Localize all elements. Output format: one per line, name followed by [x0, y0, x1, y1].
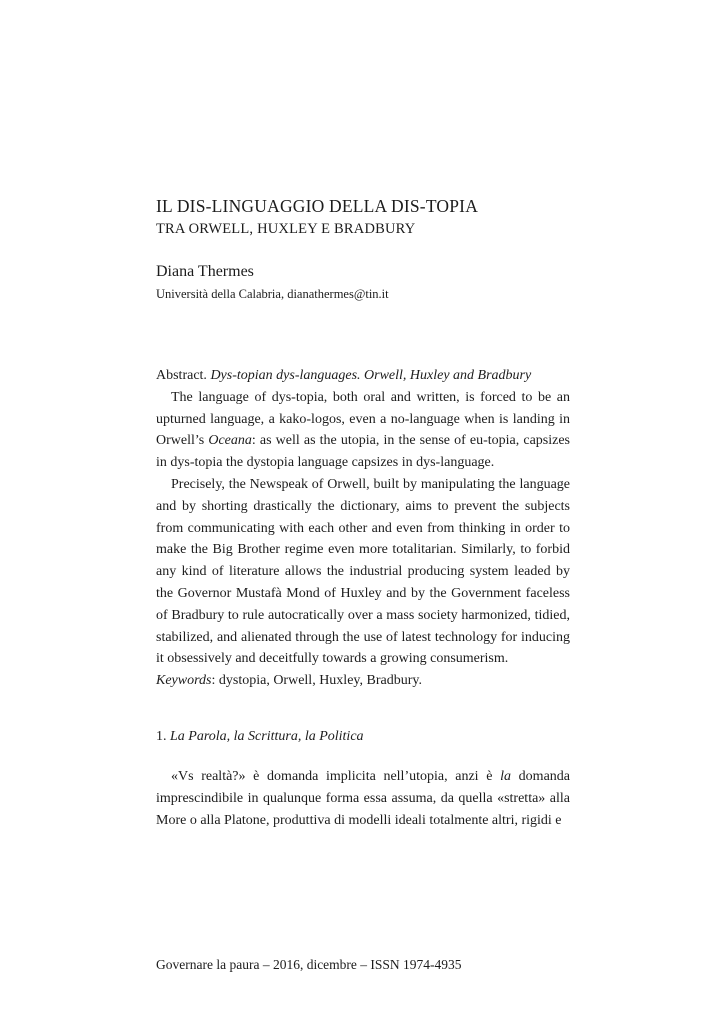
page-footer: Governare la paura – 2016, dicembre – ISSN 1974-4935 [156, 957, 462, 972]
keywords-line [156, 670, 570, 692]
article-subtitle: TRA ORWELL, HUXLEY E BRADBURY [156, 221, 416, 237]
abstract-label: Abstract. [156, 368, 211, 383]
abstract-block [156, 365, 570, 692]
section-title: La Parola, la Scrittura, la Politica [170, 729, 364, 744]
abstract-title: Dys-topian dys-languages. Orwell, Huxley and Bradbury [210, 368, 532, 383]
article-title: IL DIS-LINGUAGGIO DELLA DIS-TOPIA [156, 196, 479, 216]
keywords-text: : dystopia, Orwell, Huxley, Bradbury. [211, 673, 422, 689]
abstract-paragraph-1 [156, 387, 570, 474]
author-name: Diana Thermes [156, 263, 254, 280]
abstract-p1-italic: Oceana [208, 433, 252, 449]
abstract-heading [156, 365, 570, 387]
abstract-p1-text-cont: : as well as the utopia, in the sense of eu-topia, capsizes in dys-topia the dystopia language capsizes in dys-language. [156, 433, 570, 471]
body-text [156, 766, 570, 832]
abstract-p1-text: The language of dys-topia, both oral and written, is forced to be an upturned language, a kako-logos, even a no-language when is landing in Orwell’s [156, 389, 570, 449]
author-affiliation: Università della Calabria, dianathermes@tin.it [156, 287, 389, 301]
body-p1-text-cont: domanda imprescindibile in qualunque forma essa assuma, da quella «stretta» alla More o alla Platone, produttiva di modelli ideali totalmente altri, rigidi e [156, 769, 570, 828]
abstract-paragraph-2: Precisely, the Newspeak of Orwell, built by manipulating the language and by shorting drastically the dictionary, aims to prevent the subjects from communicating with each other and even from thinking in order to make the Big Brother regime even more totalitarian. Similarly, to forbid any kind of literature allows the industrial producing system leaded by the Governor Mustafà Mond of Huxley and by the Government faceless of Bradbury to rule autocratically over a mass society harmonized, tidied, stabilized, and alienated through the use of latest technology for inducing it obsessively and deceitfully towards a growing consumerism. [156, 476, 570, 667]
body-p1-italic: la [500, 769, 512, 784]
keywords-label: Keywords [156, 673, 212, 689]
body-p1-text: «Vs realtà?» è domanda implicita nell’utopia, anzi è [171, 769, 501, 784]
body-paragraph-1 [156, 766, 570, 832]
section-heading [156, 729, 364, 745]
section-number: 1. [156, 729, 170, 744]
